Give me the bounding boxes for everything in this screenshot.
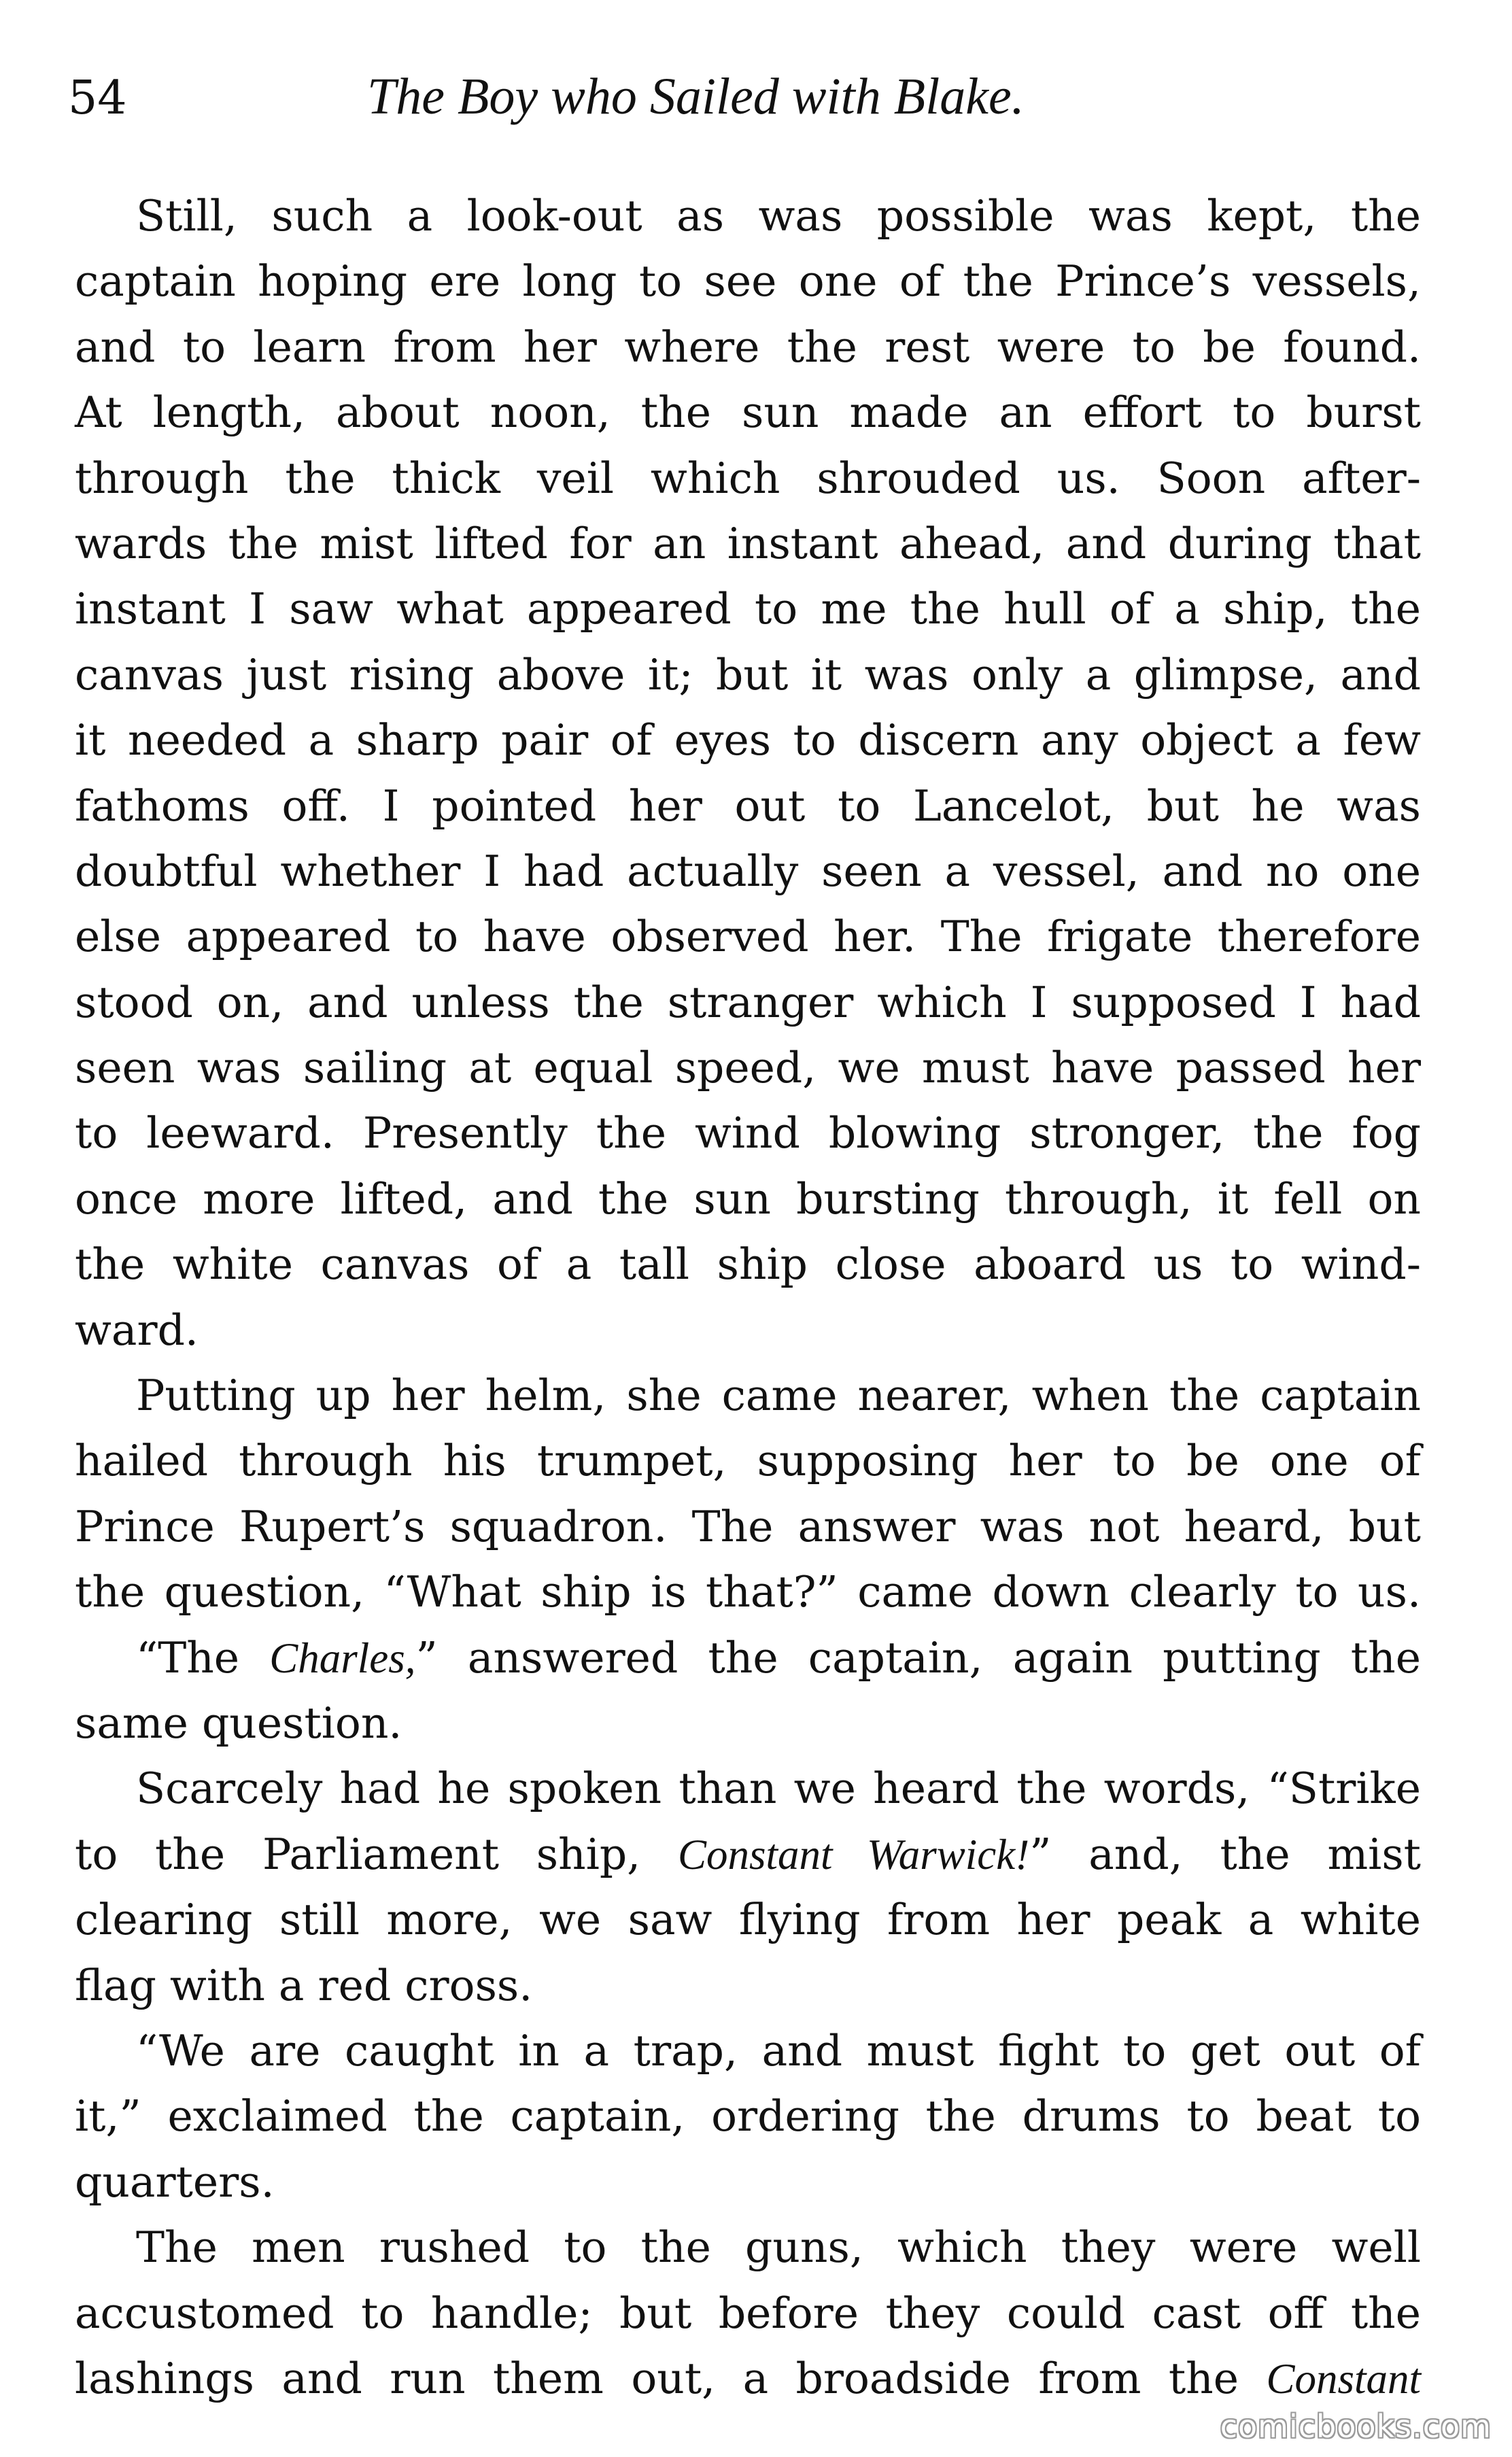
- text-line: Scarcely had he spoken than we heard the words, “Strike: [136, 1764, 1421, 1814]
- ship-name-italic: Charles,: [269, 1634, 416, 1682]
- text-line: instant I saw what appeared to me the hull of a ship, the: [75, 584, 1421, 634]
- text-line: stood on, and unless the stranger which I supposed I had: [75, 977, 1421, 1027]
- text-line: [75, 2346, 1421, 2411]
- text-line: At length, about noon, the sun made an effort to burst: [75, 388, 1421, 438]
- text-line: it needed a sharp pair of eyes to discern any object a few: [75, 715, 1421, 766]
- text-line: flag with a red cross.: [75, 1960, 533, 2010]
- text-segment: lashings and run them out, a broadside from the: [75, 2353, 1267, 2403]
- running-title: The Boy who Sailed with Blake.: [367, 68, 1025, 125]
- page-number: 54: [68, 71, 127, 125]
- text-line: once more lifted, and the sun bursting through, it fell on: [75, 1173, 1421, 1224]
- text-line: the white canvas of a tall ship close aboard us to wind-: [75, 1239, 1421, 1290]
- text-line: ward.: [75, 1305, 199, 1355]
- text-segment: ” and, the mist: [1029, 1829, 1421, 1879]
- text-line: through the thick veil which shrouded us. Soon after-: [75, 453, 1421, 503]
- text-line: The men rushed to the guns, which they were well: [136, 2222, 1421, 2273]
- text-segment: to the Parliament ship,: [75, 1829, 678, 1879]
- text-line: captain hoping ere long to see one of the Prince’s vessels,: [75, 256, 1421, 307]
- text-line: hailed through his trumpet, supposing her to be one of: [75, 1436, 1421, 1486]
- text-line: the question, “What ship is that?” came down clearly to us.: [75, 1567, 1421, 1617]
- text-line: Prince Rupert’s squadron. The answer was not heard, but: [75, 1501, 1421, 1551]
- text-line: canvas just rising above it; but it was only a glimpse, and: [75, 649, 1421, 700]
- text-line: else appeared to have observed her. The frigate therefore: [75, 912, 1421, 962]
- text-segment: “The: [136, 1632, 270, 1683]
- text-line: to leeward. Presently the wind blowing stronger, the fog: [75, 1108, 1421, 1158]
- text-line: fathoms off. I pointed her out to Lancelot, but he was: [75, 780, 1421, 831]
- text-line: “We are caught in a trap, and must fight to get out of: [136, 2025, 1421, 2076]
- text-line: wards the mist lifted for an instant ahead, and during that: [75, 518, 1421, 568]
- text-line: Putting up her helm, she came nearer, when the captain: [136, 1371, 1421, 1421]
- text-line: accustomed to handle; but before they could cast off the: [75, 2288, 1421, 2338]
- text-line: clearing still more, we saw flying from her peak a white: [75, 1895, 1421, 1945]
- watermark: comicbooks.com: [1220, 2408, 1492, 2445]
- text-line: and to learn from her where the rest were to be found.: [75, 322, 1421, 372]
- text-line: [75, 1822, 1421, 1887]
- text-line: same question.: [75, 1698, 402, 1748]
- ship-name-italic: Constant: [1266, 2354, 1421, 2403]
- text-segment: ” answered the captain, again putting the: [415, 1632, 1421, 1683]
- ship-name-italic: Constant Warwick!: [678, 1830, 1030, 1878]
- body-text: [75, 184, 1421, 2411]
- text-line: Still, such a look-out as was possible was kept, the: [136, 191, 1421, 241]
- text-line: quarters.: [75, 2157, 275, 2207]
- text-line: seen was sailing at equal speed, we must have passed her: [75, 1043, 1421, 1093]
- text-line: doubtful whether I had actually seen a vessel, and no one: [75, 846, 1421, 896]
- text-line: [75, 1626, 1421, 1691]
- text-line: it,” exclaimed the captain, ordering the drums to beat to: [75, 2091, 1421, 2142]
- page-header: [68, 63, 1394, 137]
